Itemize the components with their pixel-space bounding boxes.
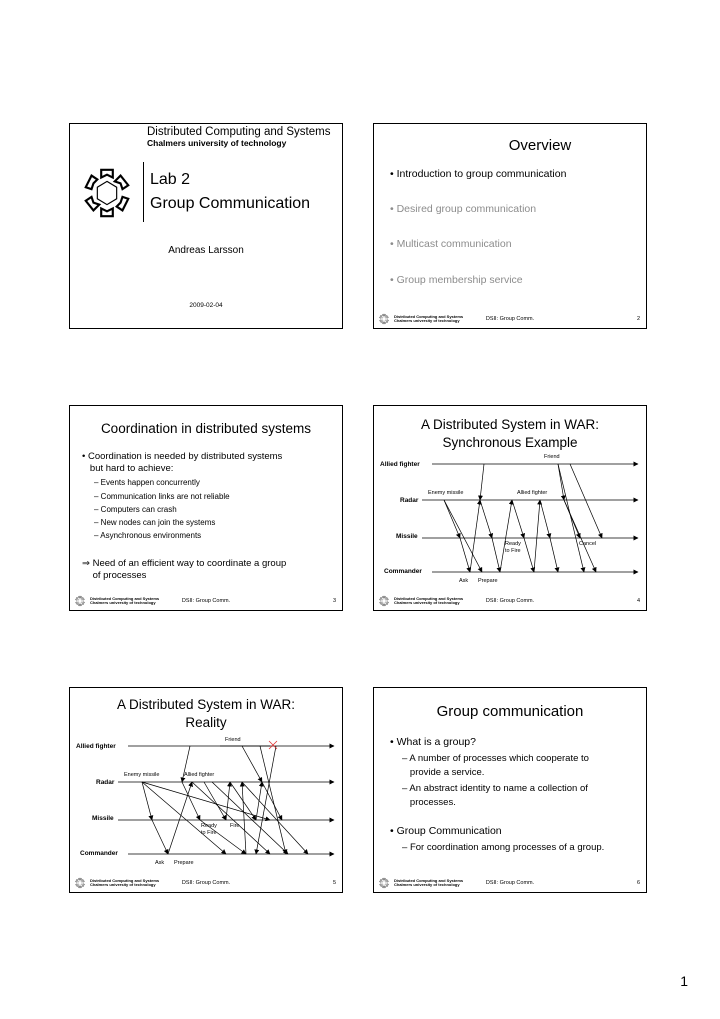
chalmers-logo-icon — [78, 164, 136, 222]
author: Andreas Larsson — [168, 245, 244, 256]
bullet-item: • Coordination is needed by distributed systems but hard to achieve: — [82, 451, 283, 474]
lost-message-x-icon — [269, 741, 277, 749]
label-radar: Radar — [400, 497, 419, 504]
slide-footer — [374, 876, 646, 892]
label-ready: Ready — [201, 823, 217, 829]
bullet-item: • Desired group communication — [390, 203, 537, 215]
label-commander: Commander — [384, 568, 422, 575]
message-arrow — [534, 500, 540, 572]
label-allied-fighter-small: Allied fighter — [184, 772, 215, 778]
slide-footer — [374, 312, 646, 328]
message-arrow — [444, 500, 460, 538]
slide-title: A Distributed System in WAR: Synchronous Example — [420, 417, 600, 450]
slide-title-line1: Lab 2 — [150, 171, 191, 188]
message-arrow — [230, 782, 256, 820]
sub-item: – Computers can crash — [94, 505, 177, 514]
footer-org: Distributed Computing and Systems Chalmers university of technology — [394, 878, 464, 887]
timeline-diagram — [374, 406, 648, 596]
footer-title: DSII: Group Comm. — [181, 598, 231, 604]
slide-1 — [69, 123, 343, 329]
label-prepare: Prepare — [174, 860, 194, 866]
slide-number: 2 — [636, 316, 640, 322]
message-arrow — [142, 782, 226, 854]
footer-org: Distributed Computing and Systems Chalmers university of technology — [394, 596, 464, 605]
label-prepare: Prepare — [478, 578, 498, 584]
org-name: Distributed Computing and Systems Chalmers university of technology — [147, 126, 331, 148]
label-commander: Commander — [80, 850, 118, 857]
slide-4 — [373, 405, 647, 611]
message-arrow — [558, 464, 584, 572]
message-arrow — [226, 782, 230, 820]
footer-title: DSII: Group Comm. — [485, 316, 535, 322]
message-arrow — [470, 500, 480, 572]
message-arrow — [242, 782, 308, 854]
label-cancel: Cancel — [579, 541, 597, 547]
message-arrow — [444, 500, 482, 572]
slide-5 — [69, 687, 343, 893]
slide-2 — [373, 123, 647, 329]
slide-6 — [373, 687, 647, 893]
footer-org: Distributed Computing and Systems Chalmers university of technology — [90, 878, 160, 887]
message-arrow — [480, 500, 492, 538]
footer-org: Distributed Computing and Systems Chalmers university of technology — [394, 314, 464, 323]
label-allied-fighter: Allied fighter — [76, 743, 116, 750]
message-arrow — [564, 500, 596, 572]
message-arrow — [558, 464, 564, 500]
slide-number: 6 — [636, 880, 640, 886]
message-arrow — [500, 500, 512, 572]
footer-title: DSII: Group Comm. — [485, 598, 535, 604]
label-to-fire: to Fire — [201, 830, 217, 836]
label-enemy-missile: Enemy missile — [124, 772, 160, 778]
message-arrow — [492, 538, 500, 572]
slide-title: Overview — [508, 137, 572, 154]
slide-footer — [70, 876, 342, 892]
slide-3 — [69, 405, 343, 611]
sub-item: – An abstract identity to name a collection of processes. — [402, 783, 588, 808]
label-ready: Ready — [505, 541, 521, 547]
timeline-diagram — [70, 688, 344, 878]
sub-item: – For coordination among processes of a group. — [402, 842, 605, 853]
message-arrow — [142, 782, 152, 820]
message-arrow — [512, 500, 524, 538]
message-arrow — [524, 538, 534, 572]
bullet-item: • What is a group? — [390, 736, 476, 748]
slide-number: 4 — [636, 598, 640, 604]
label-to-fire: to Fire — [505, 548, 521, 554]
label-ask: Ask — [155, 860, 165, 866]
message-arrow — [142, 782, 270, 820]
label-missile: Missile — [396, 533, 418, 540]
label-friend: Friend — [225, 737, 241, 743]
sub-item: – Communication links are not reliable — [94, 492, 230, 501]
slide-footer — [70, 594, 342, 610]
label-radar: Radar — [96, 779, 115, 786]
sub-item: – Events happen concurrently — [94, 478, 200, 487]
message-arrow — [168, 782, 192, 854]
footer-title: DSII: Group Comm. — [181, 880, 231, 886]
page-number: 1 — [680, 973, 688, 989]
label-fire: Fire — [230, 823, 240, 829]
slide-title: Group communication — [436, 703, 584, 720]
sub-item: – New nodes can join the systems — [94, 518, 216, 527]
message-arrow — [460, 538, 470, 572]
label-missile: Missile — [92, 815, 114, 822]
message-arrow — [204, 782, 226, 820]
bullet-item: • Multicast communication — [390, 238, 512, 250]
message-arrow — [242, 746, 262, 782]
message-arrow — [242, 782, 246, 854]
bullet-item: • Group membership service — [390, 274, 523, 286]
label-allied-fighter: Allied fighter — [380, 461, 420, 468]
slide-number: 3 — [332, 598, 336, 604]
conclusion: ⇒ Need of an efficient way to coordinate a group of processes — [82, 558, 287, 581]
message-arrow — [480, 464, 484, 500]
footer-org: Distributed Computing and Systems Chalmers university of technology — [90, 596, 160, 605]
message-arrow — [256, 782, 262, 820]
message-arrow — [152, 820, 168, 854]
label-enemy-missile: Enemy missile — [428, 490, 464, 496]
sub-item: – A number of processes which cooperate to provide a service. — [402, 753, 589, 778]
footer-title: DSII: Group Comm. — [485, 880, 535, 886]
message-arrow — [570, 464, 602, 538]
sub-item: – Asynchronous environments — [94, 531, 202, 540]
bullet-item: • Group Communication — [390, 825, 502, 837]
title-divider — [143, 162, 144, 222]
label-friend: Friend — [544, 454, 560, 460]
date: 2009-02-04 — [189, 302, 223, 309]
message-arrow — [182, 782, 200, 820]
label-ask: Ask — [459, 578, 469, 584]
slide-title-line2: Group Communication — [150, 195, 311, 212]
message-arrow — [550, 538, 558, 572]
slide-number: 5 — [332, 880, 336, 886]
slide-footer — [374, 594, 646, 610]
slide-title: Coordination in distributed systems — [100, 421, 312, 436]
message-arrow — [212, 782, 288, 854]
slide-title: A Distributed System in WAR: Reality — [116, 697, 296, 730]
bullet-item: • Introduction to group communication — [390, 168, 567, 180]
message-arrow — [540, 500, 550, 538]
label-allied-fighter-small: Allied fighter — [517, 490, 548, 496]
